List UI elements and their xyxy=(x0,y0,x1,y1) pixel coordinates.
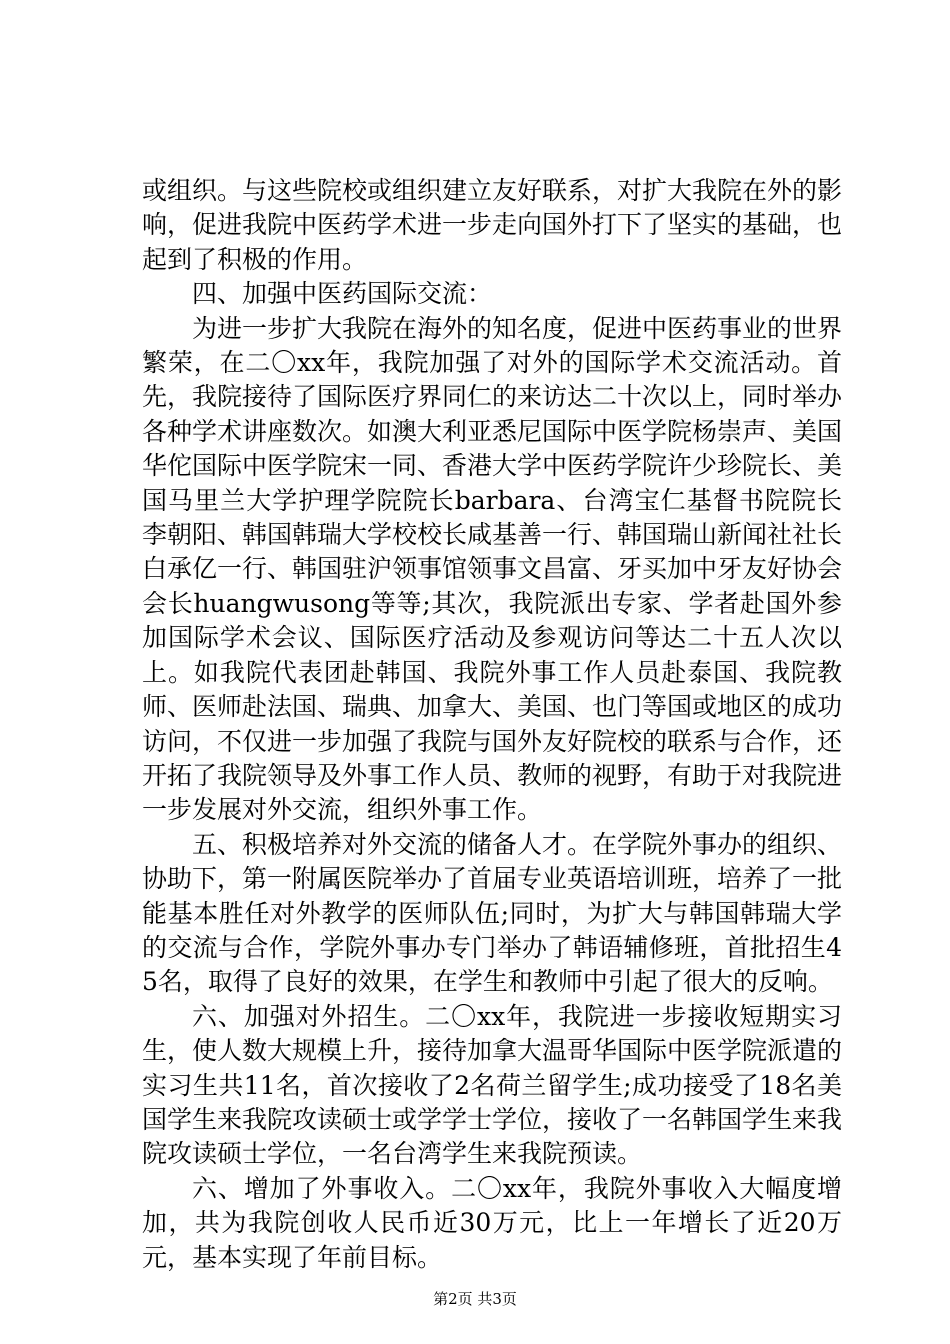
page-number-label: 第2页 共3页 xyxy=(433,1290,517,1308)
document-body xyxy=(142,174,842,1275)
paragraph-talent-reserve: 五、积极培养对外交流的储备人才。在学院外事办的组织、协助下，第一附属医院举办了首届专业英语培训班，培养了一批能基本胜任对外教学的医师队伍;同时，为扩大与韩国韩瑞大学的交流与合作，学院外事办专门举办了韩语辅修班，首批招生45名，取得了良好的效果，在学生和教师中引起了很大的反响。 xyxy=(142,829,843,997)
paragraph-foreign-income: 六、增加了外事收入。二〇xx年，我院外事收入大幅度增加，共为我院创收人民币近30万元，比上一年增长了近20万元，基本实现了年前目标。 xyxy=(142,1173,842,1272)
paragraph-continuation: 或组织。与这些院校或组织建立友好联系，对扩大我院在外的影响，促进我院中医药学术进一步走向国外打下了坚实的基础，也起到了积极的作用。 xyxy=(142,176,843,274)
section-heading-four: 四、加强中医药国际交流： xyxy=(192,279,493,309)
page-footer xyxy=(0,1289,950,1309)
paragraph-foreign-enrollment: 六、加强对外招生。二〇xx年，我院进一步接收短期实习生，使人数大规模上升，接待加拿大温哥华国际中医学院派遣的实习生共11名，首次接收了2名荷兰留学生;成功接受了18名美国学生来我院攻读硕士或学学士学位，接收了一名韩国学生来我院攻读硕士学位，一名台湾学生来我院预读。 xyxy=(142,1001,843,1169)
paragraph-international-exchange: 为进一步扩大我院在海外的知名度，促进中医药事业的世界繁荣，在二〇xx年，我院加强了对外的国际学术交流活动。首先，我院接待了国际医疗界同仁的来访达二十次以上，同时举办各种学术讲座数次。如澳大利亚悉尼国际中医学院杨崇声、美国华佗国际中医学院宋一同、香港大学中医药学院许少珍院长、美国马里兰大学护理学院院长barbara、台湾宝仁基督书院院长李朝阳、韩国韩瑞大学校校长咸基善一行、韩国瑞山新闻社社长白承亿一行、韩国驻沪领事馆领事文昌富、牙买加中牙友好协会会长huangwusong等等;其次，我院派出专家、学者赴国外参加国际学术会议、国际医疗活动及参观访问等达二十五人次以上。如我院代表团赴韩国、我院外事工作人员赴泰国、我院教师、医师赴法国、瑞典、加拿大、美国、也门等国或地区的成功访问，不仅进一步加强了我院与国外友好院校的联系与合作，还开拓了我院领导及外事工作人员、教师的视野，有助于对我院进一步发展对外交流，组织外事工作。 xyxy=(142,313,843,825)
